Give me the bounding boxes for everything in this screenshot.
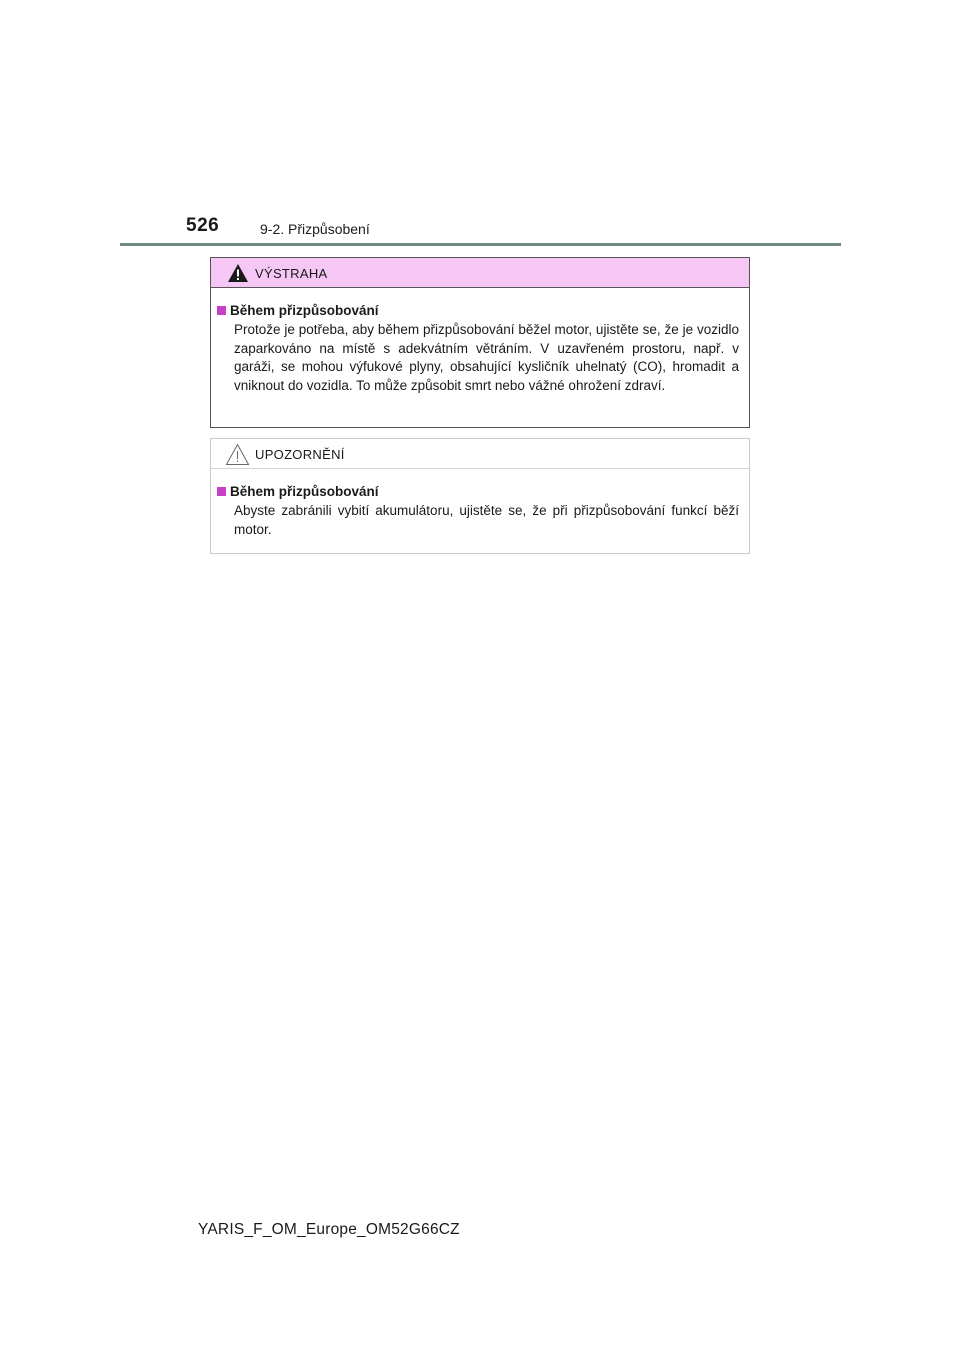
notice-box-header xyxy=(211,439,749,469)
notice-item-title-text: Během přizpůsobování xyxy=(230,483,379,499)
notice-label: UPOZORNĚNÍ xyxy=(255,447,345,462)
warning-label: VÝSTRAHA xyxy=(255,266,328,281)
warning-triangle-filled-icon xyxy=(227,263,249,283)
section-title: 9-2. Přizpůsobení xyxy=(260,221,370,237)
page-header xyxy=(0,0,960,250)
bullet-square-icon xyxy=(217,487,226,496)
notice-item-text: Abyste zabránili vybití akumulátoru, ujistěte se, že při přizpůsobování funkcí běží motor. xyxy=(234,503,739,537)
warning-box-body xyxy=(211,288,749,395)
warning-box-header xyxy=(211,258,749,288)
warning-box xyxy=(210,257,750,428)
warning-item-title xyxy=(217,302,739,318)
notice-box xyxy=(210,438,750,554)
page-number: 526 xyxy=(186,215,220,236)
document-id: YARIS_F_OM_Europe_OM52G66CZ xyxy=(198,1221,460,1238)
warning-item-text: Protože je potřeba, aby během přizpůsobování běžel motor, ujistěte se, že je vozidlo zaparkováno na místě s adekvátním větráním. V uzavřeném prostoru, např. v garáži, se mohou výfukové plyny, obsahující kysličník uhelnatý (CO), hromadit a vniknout do vozidla. To může způsobit smrt nebo vážné ohrožení zdraví. xyxy=(234,322,739,393)
notice-item-title xyxy=(217,483,739,499)
warning-item-title-text: Během přizpůsobování xyxy=(230,302,379,318)
header-divider xyxy=(120,243,841,246)
caution-triangle-outline-icon xyxy=(225,443,250,466)
notice-box-body xyxy=(211,469,749,539)
bullet-square-icon xyxy=(217,306,226,315)
